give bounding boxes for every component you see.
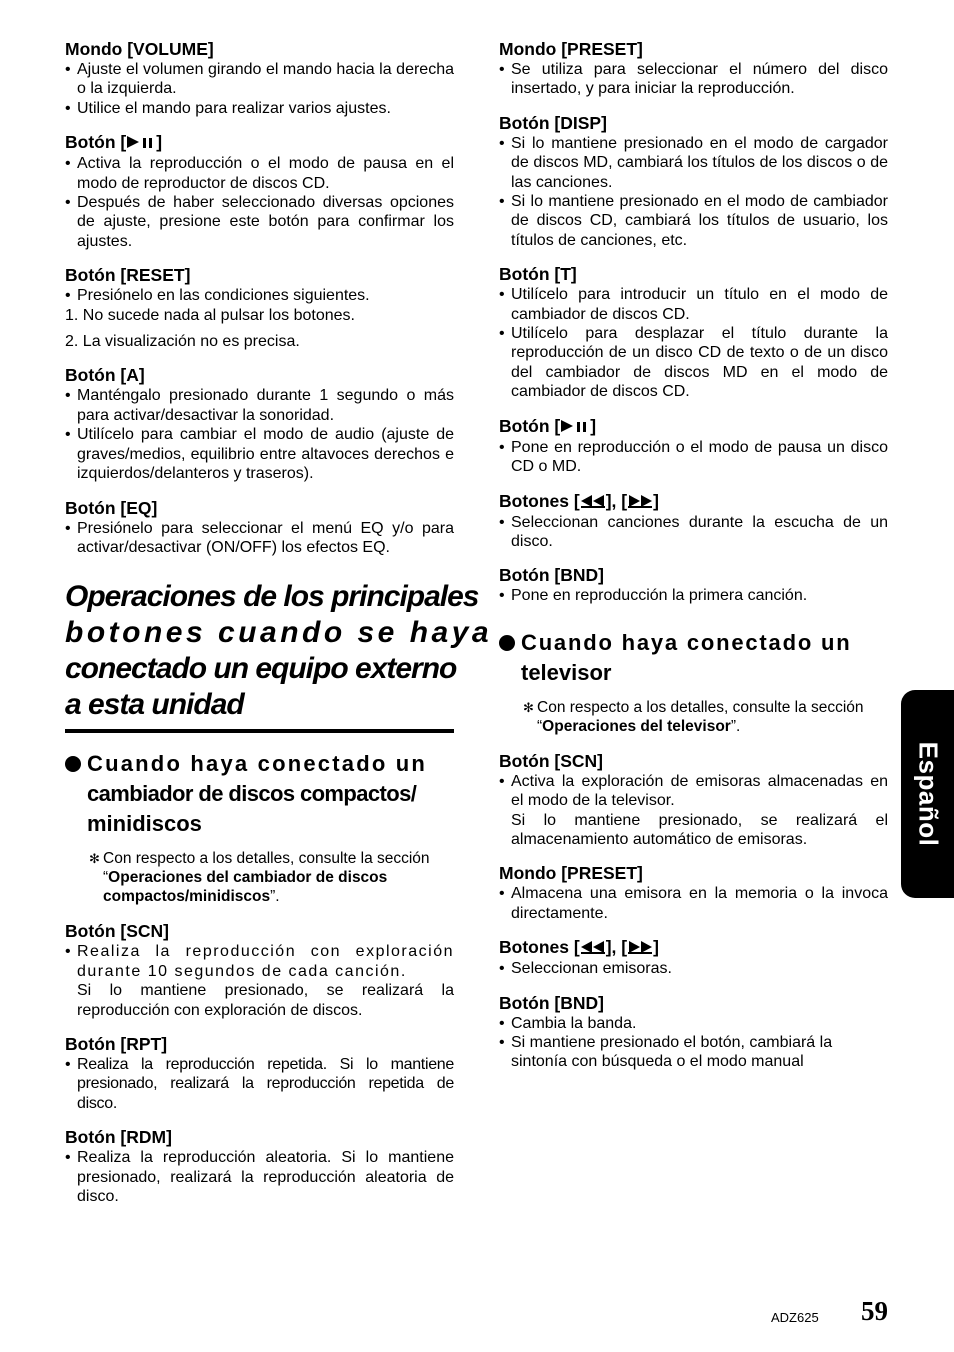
section-boton-reset [65, 264, 454, 351]
bullet-item: • Si lo mantiene presionado en el modo de cambiador de discos CD, cambiará los títulos de usuario, los títulos de canciones, etc. [499, 192, 888, 250]
section-mondo-preset [499, 38, 888, 99]
bullet-item: • Manténgalo presionado durante 1 segundo o más para activar/desactivar la sonoridad. [65, 386, 454, 425]
numbered-item: 1. No sucede nada al pulsar los botones. [65, 306, 355, 324]
bullet-item: • Utilícelo para desplazar el título durante la reproducción de un disco CD de texto o de un disco del cambiador de discos MD en el modo de cambiador de discos CD. [499, 324, 888, 402]
tv-section-note: ✻ Con respecto a los detalles, consulte la sección “Operaciones del televisor”. [523, 698, 864, 735]
language-tab-label: Español [913, 741, 943, 847]
bullet-item: • Ajuste el volumen girando el mando hacia la derecha o la izquierda. [65, 60, 454, 99]
section-heading: Botón [SCN] [65, 921, 170, 942]
previous-icon [580, 491, 606, 513]
bullet-item: • Realiza la reproducción aleatoria. Si lo mantiene presionado, realizará la reproducción aleatoria de disco. [65, 1148, 454, 1206]
section-heading: Mondo [PRESET] [499, 863, 643, 884]
section-mondo-volume [65, 38, 454, 118]
bullet-dot-icon [499, 635, 515, 651]
language-side-tab [901, 690, 954, 898]
numbered-item: 2. La visualización no es precisa. [65, 333, 300, 351]
section-heading: Botón [RESET] [65, 265, 191, 286]
bullet-item: • Si lo mantiene presionado en el modo de cargador de discos MD, cambiará los títulos de los discos o de las canciones. [499, 134, 888, 192]
section-heading: Botones [ ], [ ] [499, 937, 659, 958]
changer-section-heading: Cuando haya conectado un cambiador de discos compactos/ minidiscos [65, 749, 454, 839]
previous-icon [580, 937, 606, 959]
model-number: ADZ625 [771, 1310, 819, 1325]
section-boton-rdm [65, 1126, 454, 1206]
bullet-item: • Se utiliza para seleccionar el número del disco insertado, y para iniciar la reproducción. [499, 60, 888, 99]
section-boton-play-pause-2 [499, 415, 888, 477]
play-pause-icon [126, 132, 156, 154]
section-heading: Botón [ ] [499, 415, 597, 436]
bullet-item: • Activa la reproducción o el modo de pausa en el modo de reproductor de discos CD. [65, 154, 454, 193]
tv-section-heading: Cuando haya conectado un televisor [499, 628, 888, 688]
section-heading: Botón [BND] [499, 565, 604, 586]
bullet-item: • Pone en reproducción o el modo de pausa un disco CD o MD. [499, 438, 888, 477]
bullet-item: • Utilice el mando para realizar varios ajustes. [65, 99, 454, 118]
bullet-item: • Pone en reproducción la primera canción. [499, 586, 888, 605]
asterisk-icon: ✻ [89, 851, 100, 867]
bullet-item: • Presiónelo en las condiciones siguientes. [65, 286, 454, 305]
bullet-item: • Seleccionan canciones durante la escucha de un disco. [499, 513, 888, 552]
section-tv-boton-scn [499, 750, 888, 850]
left-column [65, 38, 493, 1219]
section-tv-botones-prev-next [499, 936, 888, 978]
section-heading: Botón [ ] [65, 132, 163, 153]
next-icon [627, 491, 653, 513]
section-boton-bnd [499, 564, 888, 605]
section-tv-boton-bnd [499, 992, 888, 1072]
page-number: 59 [861, 1296, 888, 1326]
main-title: Operaciones de los principales botones cuando se haya conectado un equipo externo a esta unidad [65, 579, 454, 733]
section-boton-eq [65, 497, 454, 558]
right-column [499, 38, 888, 1085]
section-boton-rpt [65, 1033, 454, 1113]
section-heading: Botón [DISP] [499, 112, 607, 133]
section-heading: Botón [T] [499, 264, 577, 285]
section-heading: Botón [BND] [499, 992, 604, 1013]
section-botones-prev-next [499, 490, 888, 552]
section-boton-t [499, 263, 888, 401]
bullet-item: • Después de haber seleccionado diversas opciones de ajuste, presione este botón para confirmar los ajustes. [65, 193, 454, 251]
section-heading: Botón [A] [65, 365, 145, 386]
bullet-item: • Realiza la reproducción repetida. Si lo mantiene presionado, realizará la reproducción repetida de disco. [65, 1055, 454, 1113]
bullet-item: • Activa la exploración de emisoras almacenadas en el modo de la televisor. [499, 772, 888, 811]
section-heading: Botón [EQ] [65, 497, 158, 518]
bullet-item: • Realiza la reproducción con exploración durante 10 segundos de cada canción. [65, 942, 454, 981]
section-heading: Mondo [PRESET] [499, 39, 643, 59]
section-heading: Botón [RPT] [65, 1033, 168, 1054]
section-boton-play-pause [65, 131, 454, 251]
section-heading: Botón [SCN] [499, 750, 604, 771]
bullet-continuation: Si lo mantiene presionado, se realizará el almacenamiento automático de emisoras. [511, 811, 888, 848]
bullet-item: • Seleccionan emisoras. [499, 959, 888, 978]
section-heading: Botones [ ], [ ] [499, 490, 659, 511]
next-icon [627, 937, 653, 959]
bullet-item: • Si mantiene presionado el botón, cambiará la sintonía con búsqueda o el modo manual [499, 1033, 888, 1072]
bullet-item: • Presiónelo para seleccionar el menú EQ y/o para activar/desactivar (ON/OFF) los efectos EQ. [65, 519, 454, 558]
bullet-item: • Cambia la banda. [499, 1014, 888, 1033]
section-tv-mondo-preset [499, 862, 888, 923]
bullet-dot-icon [65, 756, 81, 772]
asterisk-icon: ✻ [523, 699, 534, 715]
section-heading: Botón [RDM] [65, 1127, 172, 1148]
changer-section-note: ✻ Con respecto a los detalles, consulte la sección “Operaciones del cambiador de discos compactos/minidiscos”. [89, 850, 430, 906]
section-heading: Mondo [VOLUME] [65, 39, 214, 59]
bullet-item: • Utilícelo para cambiar el modo de audio (ajuste de graves/medios, equilibrio entre altavoces derechos e izquierdos/delanteros y traseros). [65, 425, 454, 483]
bullet-item: • Utilícelo para introducir un título en el modo de cambiador de discos CD. [499, 285, 888, 324]
section-boton-scn [65, 920, 454, 1020]
section-boton-a [65, 364, 454, 483]
section-boton-disp [499, 112, 888, 250]
play-pause-icon [560, 416, 590, 438]
bullet-continuation: Si lo mantiene presionado, se realizará la reproducción con exploración de discos. [77, 982, 454, 1019]
bullet-item: • Almacena una emisora en la memoria o la invoca directamente. [499, 884, 888, 923]
